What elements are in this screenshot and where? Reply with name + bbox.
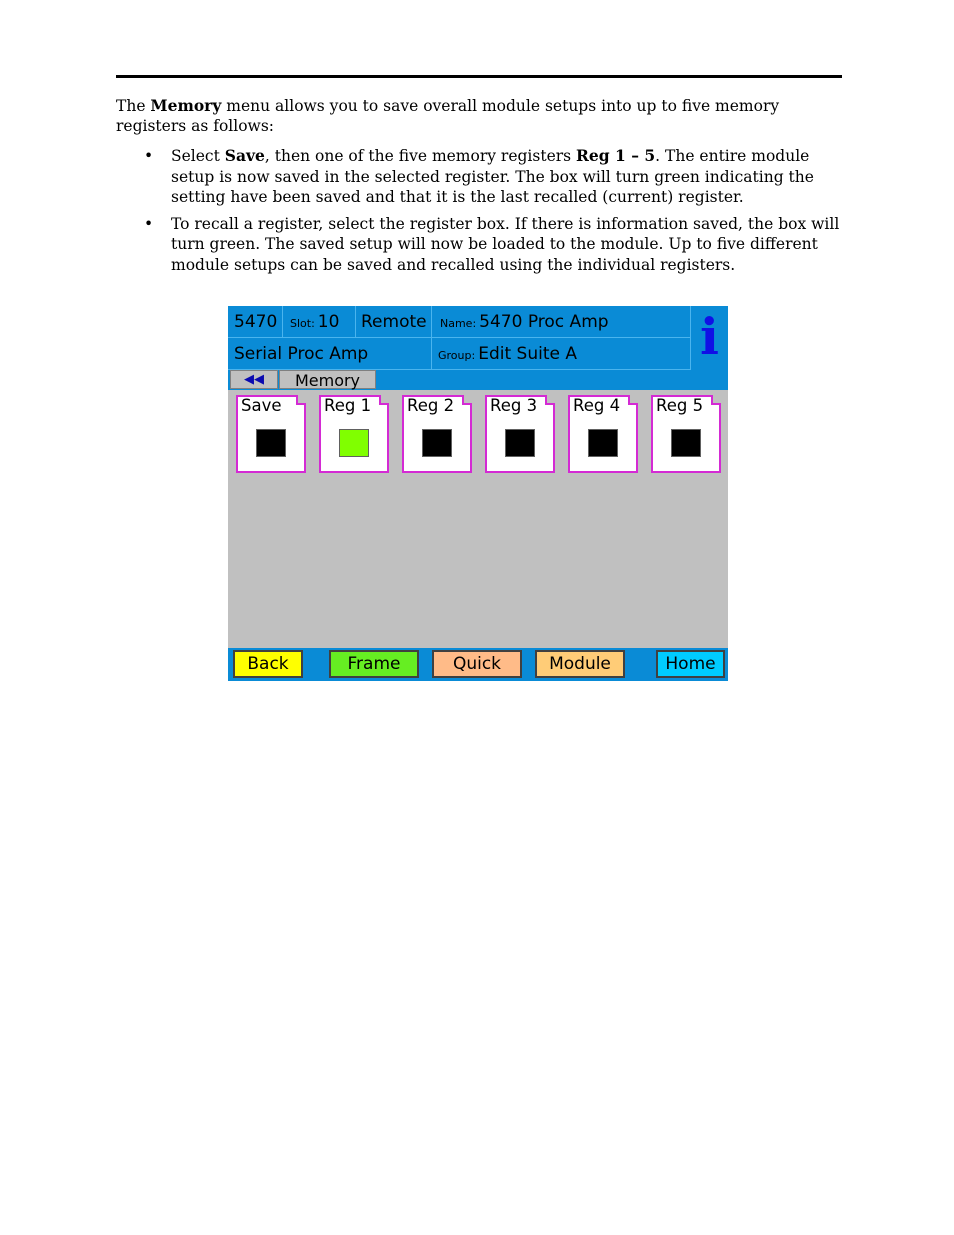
back-arrow-icon[interactable]: ◀◀ — [230, 370, 278, 389]
info-icon[interactable]: i — [700, 307, 719, 366]
list-item: • To recall a register, select the register box. If there is information saved, the box will turn green. The saved setup will now be loaded to the module. Up to five different module setups can be saved and recalled using the individual registers. — [144, 214, 840, 274]
register-5-button[interactable]: Reg 5 — [651, 395, 721, 473]
module-button[interactable]: Module — [535, 650, 625, 678]
home-button[interactable]: Home — [656, 650, 725, 678]
frame-button[interactable]: Frame — [329, 650, 419, 678]
intro-paragraph: The Memory menu allows you to save overall module setups into up to five memory registers as follows: — [116, 96, 780, 135]
register-1-button[interactable]: Reg 1 — [319, 395, 389, 473]
register-indicator — [671, 429, 701, 457]
register-indicator — [422, 429, 452, 457]
mode-cell: Remote — [356, 306, 432, 338]
model-number: 5470 — [228, 306, 283, 338]
slot-cell: Slot: 10 — [283, 306, 356, 338]
save-button[interactable]: Save — [236, 395, 306, 473]
register-indicator — [588, 429, 618, 457]
register-2-button[interactable]: Reg 2 — [402, 395, 472, 473]
module-type: Serial Proc Amp — [228, 338, 432, 370]
register-4-button[interactable]: Reg 4 — [568, 395, 638, 473]
register-indicator — [505, 429, 535, 457]
register-3-button[interactable]: Reg 3 — [485, 395, 555, 473]
register-indicator — [339, 429, 369, 457]
instruction-list — [142, 146, 842, 281]
register-indicator — [256, 429, 286, 457]
header-rule — [116, 75, 842, 78]
back-button[interactable]: Back — [233, 650, 303, 678]
tab-memory[interactable]: Memory — [279, 370, 376, 389]
group-cell: Group: Edit Suite A — [432, 338, 691, 370]
list-item: • Select Save, then one of the five memory registers Reg 1 – 5. The entire module setup is now saved in the selected register. The box will turn green indicating the setting have been saved and that it is the last recalled (current) register. — [144, 146, 814, 206]
quick-button[interactable]: Quick — [432, 650, 522, 678]
device-screen — [228, 306, 728, 681]
name-cell: Name: 5470 Proc Amp — [432, 306, 691, 338]
